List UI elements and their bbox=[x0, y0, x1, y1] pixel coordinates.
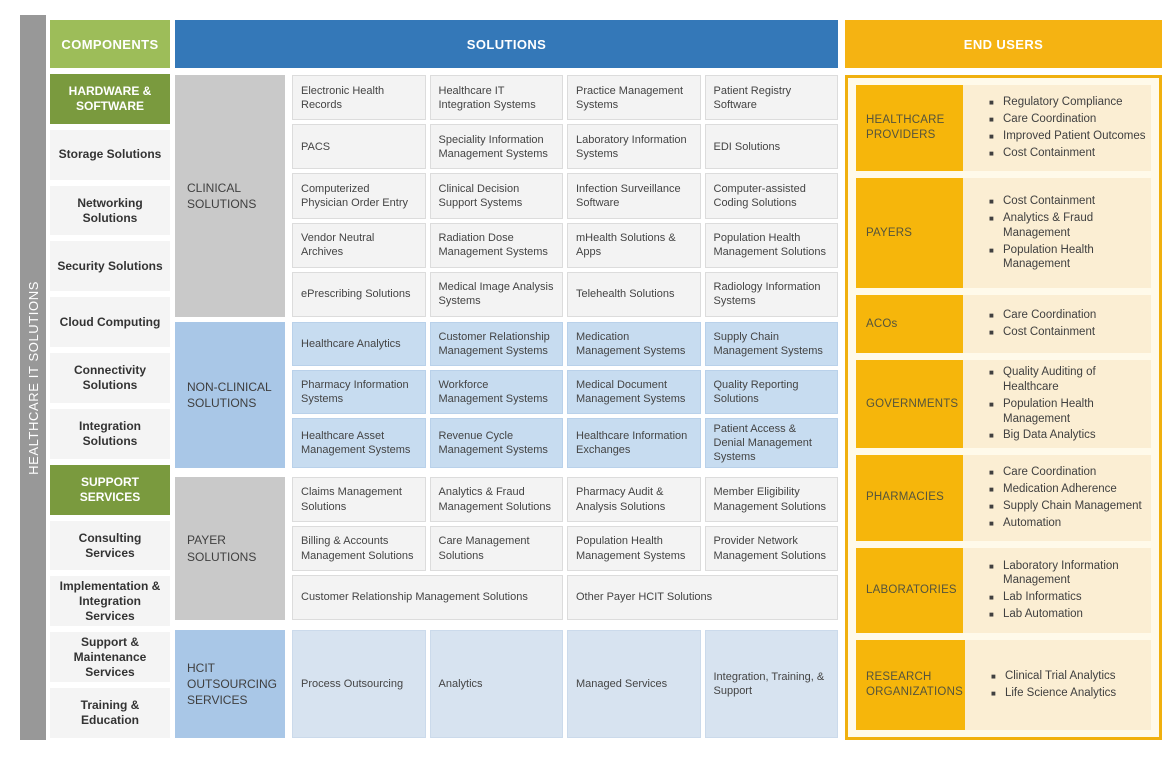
solution-cell-patient-registry-software: Patient Registry Software bbox=[705, 75, 839, 120]
solution-cell-care-management-solutions: Care Management Solutions bbox=[430, 526, 564, 571]
component-training-education: Training & Education bbox=[50, 688, 170, 738]
end-user-bullets bbox=[963, 455, 1151, 541]
end-user-label-research-organizations: RESEARCH ORGANIZATIONS bbox=[856, 640, 965, 730]
component-cloud-computing: Cloud Computing bbox=[50, 297, 170, 347]
square-bullet-icon: ■ bbox=[989, 196, 994, 206]
solution-cell-computer-assisted-coding-solutions: Computer-assisted Coding Solutions bbox=[705, 173, 839, 218]
solutions-row bbox=[292, 75, 838, 120]
component-hardware-software: HARDWARE & SOFTWARE bbox=[50, 74, 170, 124]
bullet-text: Supply Chain Management bbox=[1003, 499, 1142, 512]
bullet-text: Care Coordination bbox=[1003, 309, 1097, 322]
end-users-header: END USERS bbox=[845, 20, 1162, 68]
group-label-hcit-outsourcing-services: HCIT OUTSOURCING SERVICES bbox=[175, 630, 285, 738]
end-user-label-payers: PAYERS bbox=[856, 178, 963, 287]
solution-cell-medical-image-analysis-systems: Medical Image Analysis Systems bbox=[430, 272, 564, 317]
component-integration-solutions: Integration Solutions bbox=[50, 409, 170, 459]
group-rows bbox=[292, 630, 838, 738]
bullet-text: Cost Containment bbox=[1003, 326, 1096, 338]
square-bullet-icon: ■ bbox=[989, 610, 994, 620]
square-bullet-icon: ■ bbox=[990, 688, 996, 698]
vertical-title-bar bbox=[20, 15, 46, 740]
end-users-panel bbox=[845, 75, 1162, 740]
square-bullet-icon: ■ bbox=[989, 115, 994, 125]
component-storage-solutions: Storage Solutions bbox=[50, 130, 170, 180]
square-bullet-icon: ■ bbox=[989, 98, 994, 108]
solution-cell-electronic-health-records: Electronic Health Records bbox=[292, 75, 426, 120]
component-support-maintenance-services: Support & Maintenance Services bbox=[50, 632, 170, 682]
end-user-row-governments bbox=[856, 360, 1151, 447]
solution-cell-laboratory-information-systems: Laboratory Information Systems bbox=[567, 124, 701, 169]
end-user-bullets bbox=[963, 85, 1151, 171]
square-bullet-icon: ■ bbox=[989, 518, 994, 528]
solution-cell-healthcare-it-integration-systems: Healthcare IT Integration Systems bbox=[430, 75, 564, 120]
solution-cell-practice-management-systems: Practice Management Systems bbox=[567, 75, 701, 120]
bullet-text: Quality Auditing of Healthcare bbox=[1003, 365, 1096, 393]
bullet-item-big-data-analytics bbox=[989, 428, 1147, 443]
bullet-text: Care Coordination bbox=[1003, 466, 1097, 479]
solution-cell-medical-document-management-systems: Medical Document Management Systems bbox=[567, 370, 701, 414]
solution-cell-healthcare-asset-management-systems: Healthcare Asset Management Systems bbox=[292, 418, 426, 468]
component-consulting-services: Consulting Services bbox=[50, 521, 170, 571]
solution-cell-radiology-information-systems: Radiology Information Systems bbox=[705, 272, 839, 317]
end-user-label-pharmacies: PHARMACIES bbox=[856, 455, 963, 541]
end-user-label-acos: ACOs bbox=[856, 295, 963, 354]
bullet-text: Clinical Trial Analytics bbox=[1004, 669, 1116, 682]
solution-cell-population-health-management-systems: Population Health Management Systems bbox=[567, 526, 701, 571]
bullet-text: Big Data Analytics bbox=[1003, 429, 1096, 442]
square-bullet-icon: ■ bbox=[989, 468, 994, 478]
solution-cell-eprescribing-solutions: ePrescribing Solutions bbox=[292, 272, 426, 317]
square-bullet-icon: ■ bbox=[989, 501, 994, 511]
group-rows bbox=[292, 322, 838, 468]
bullet-text: Cost Containment bbox=[1003, 147, 1096, 160]
bullet-item-quality-auditing-of-healthcare bbox=[989, 365, 1147, 395]
bullet-item-improved-patient-outcomes bbox=[989, 129, 1147, 144]
solution-cell-pharmacy-information-systems: Pharmacy Information Systems bbox=[292, 370, 426, 414]
bullet-item-care-coordination bbox=[989, 112, 1147, 127]
solution-cell-pacs: PACS bbox=[292, 124, 426, 169]
components-header: COMPONENTS bbox=[50, 20, 170, 68]
bullet-item-automation bbox=[989, 516, 1147, 531]
component-security-solutions: Security Solutions bbox=[50, 241, 170, 291]
solution-cell-provider-network-management-solutions: Provider Network Management Solutions bbox=[705, 526, 839, 571]
bullet-text: Cost Containment bbox=[1003, 194, 1096, 207]
bullet-item-lab-informatics bbox=[989, 590, 1147, 605]
end-user-row-acos bbox=[856, 295, 1151, 354]
solution-cell-edi-solutions: EDI Solutions bbox=[705, 124, 839, 169]
end-user-row-pharmacies bbox=[856, 455, 1151, 541]
component-connectivity-solutions: Connectivity Solutions bbox=[50, 353, 170, 403]
end-user-row-research-organizations bbox=[856, 640, 1151, 730]
solution-cell-pharmacy-audit-analysis-solutions: Pharmacy Audit & Analysis Solutions bbox=[567, 477, 701, 522]
solution-cell-revenue-cycle-management-systems: Revenue Cycle Management Systems bbox=[430, 418, 564, 468]
solutions-row bbox=[292, 272, 838, 317]
solution-cell-medication-management-systems: Medication Management Systems bbox=[567, 322, 701, 366]
bullet-item-supply-chain-management bbox=[989, 499, 1147, 514]
vertical-title: HEALTHCARE IT SOLUTIONS bbox=[25, 280, 41, 475]
bullet-item-lab-automation bbox=[989, 607, 1147, 622]
component-networking-solutions: Networking Solutions bbox=[50, 186, 170, 236]
end-user-row-laboratories bbox=[856, 548, 1151, 632]
square-bullet-icon: ■ bbox=[989, 132, 994, 142]
solutions-row bbox=[292, 477, 838, 522]
bullet-item-care-coordination bbox=[989, 465, 1147, 480]
bullet-item-care-coordination bbox=[989, 308, 1147, 323]
solution-cell-customer-relationship-management-systems: Customer Relationship Management Systems bbox=[430, 322, 564, 366]
bullet-text: Lab Informatics bbox=[1003, 591, 1082, 604]
solutions-header: SOLUTIONS bbox=[175, 20, 838, 68]
bullet-text: Population Health Management bbox=[1003, 243, 1094, 271]
bullet-item-population-health-management bbox=[989, 243, 1147, 273]
group-label-non-clinical-solutions: NON-CLINICAL SOLUTIONS bbox=[175, 322, 285, 468]
end-user-bullets bbox=[963, 360, 1151, 447]
solutions-group-payer-solutions bbox=[175, 477, 838, 620]
square-bullet-icon: ■ bbox=[989, 245, 994, 255]
end-user-bullets bbox=[963, 178, 1151, 287]
solution-cell-integration-training-support: Integration, Training, & Support bbox=[705, 630, 839, 738]
bullet-item-cost-containment bbox=[989, 194, 1147, 209]
solution-cell-healthcare-analytics: Healthcare Analytics bbox=[292, 322, 426, 366]
solutions-row bbox=[292, 370, 838, 414]
solution-cell-analytics-fraud-management-solutions: Analytics & Fraud Management Solutions bbox=[430, 477, 564, 522]
square-bullet-icon: ■ bbox=[989, 328, 994, 337]
group-rows bbox=[292, 75, 838, 317]
end-user-row-payers bbox=[856, 178, 1151, 287]
bullet-text: Automation bbox=[1003, 516, 1062, 529]
solution-cell-managed-services: Managed Services bbox=[567, 630, 701, 738]
solution-cell-analytics: Analytics bbox=[430, 630, 564, 738]
end-user-bullets bbox=[965, 640, 1151, 730]
solutions-group-clinical-solutions bbox=[175, 75, 838, 317]
group-label-clinical-solutions: CLINICAL SOLUTIONS bbox=[175, 75, 285, 317]
end-user-label-laboratories: LABORATORIES bbox=[856, 548, 963, 632]
bullet-text: Life Science Analytics bbox=[1004, 686, 1117, 699]
solutions-row bbox=[292, 223, 838, 268]
solution-cell-supply-chain-management-systems: Supply Chain Management Systems bbox=[705, 322, 839, 366]
bullet-item-clinical-trial-analytics bbox=[991, 669, 1147, 684]
solution-cell-healthcare-information-exchanges: Healthcare Information Exchanges bbox=[567, 418, 701, 468]
group-rows bbox=[292, 477, 838, 620]
solution-cell-clinical-decision-support-systems: Clinical Decision Support Systems bbox=[430, 173, 564, 218]
solution-cell-speciality-information-management-systems: Speciality Information Management Systems bbox=[430, 124, 564, 169]
solution-cell-customer-relationship-management-solutions: Customer Relationship Management Solutions bbox=[292, 575, 563, 620]
solution-cell-workforce-management-systems: Workforce Management Systems bbox=[430, 370, 564, 414]
bullet-item-life-science-analytics bbox=[991, 686, 1147, 701]
solution-cell-member-eligibility-management-solutions: Member Eligibility Management Solutions bbox=[705, 477, 839, 522]
solution-cell-vendor-neutral-archives: Vendor Neutral Archives bbox=[292, 223, 426, 268]
bullet-text: Laboratory Information Management bbox=[1003, 559, 1119, 587]
end-user-bullets bbox=[963, 548, 1151, 632]
solutions-row bbox=[292, 322, 838, 366]
end-user-label-healthcare-providers: HEALTHCARE PROVIDERS bbox=[856, 85, 963, 171]
square-bullet-icon: ■ bbox=[989, 213, 994, 223]
end-user-bullets bbox=[963, 295, 1151, 354]
bullet-item-analytics-fraud-management bbox=[989, 211, 1147, 241]
solutions-row bbox=[292, 418, 838, 468]
square-bullet-icon: ■ bbox=[989, 561, 994, 571]
square-bullet-icon: ■ bbox=[989, 485, 994, 494]
square-bullet-icon: ■ bbox=[989, 311, 994, 321]
components-column bbox=[50, 74, 170, 738]
solution-cell-billing-accounts-management-solutions: Billing & Accounts Management Solutions bbox=[292, 526, 426, 571]
solution-cell-population-health-management-solutions: Population Health Management Solutions bbox=[705, 223, 839, 268]
group-label-payer-solutions: PAYER SOLUTIONS bbox=[175, 477, 285, 620]
solutions-row bbox=[292, 124, 838, 169]
component-support-services: SUPPORT SERVICES bbox=[50, 465, 170, 515]
bullet-text: Lab Automation bbox=[1003, 608, 1083, 621]
solutions-group-non-clinical-solutions bbox=[175, 322, 838, 468]
solutions-row bbox=[292, 173, 838, 218]
solution-cell-other-payer-hcit-solutions: Other Payer HCIT Solutions bbox=[567, 575, 838, 620]
component-implementation-integration-services: Implementation & Integration Services bbox=[50, 576, 170, 626]
end-user-row-healthcare-providers bbox=[856, 85, 1151, 171]
bullet-item-regulatory-compliance bbox=[989, 95, 1147, 110]
solution-cell-infection-surveillance-software: Infection Surveillance Software bbox=[567, 173, 701, 218]
solution-cell-patient-access-denial-management-systems: Patient Access & Denial Management Systems bbox=[705, 418, 839, 468]
bullet-item-cost-containment bbox=[989, 325, 1147, 340]
bullet-item-population-health-management bbox=[989, 397, 1147, 427]
square-bullet-icon: ■ bbox=[989, 367, 994, 377]
solutions-row bbox=[292, 575, 838, 620]
square-bullet-icon: ■ bbox=[989, 593, 994, 603]
bullet-item-medication-adherence bbox=[989, 482, 1147, 497]
bullet-text: Medication Adherence bbox=[1003, 483, 1117, 495]
bullet-text: Care Coordination bbox=[1003, 113, 1097, 126]
bullet-item-laboratory-information-management bbox=[989, 559, 1147, 589]
square-bullet-icon: ■ bbox=[989, 149, 994, 159]
bullet-text: Improved Patient Outcomes bbox=[1003, 130, 1146, 143]
solution-cell-claims-management-solutions: Claims Management Solutions bbox=[292, 477, 426, 522]
end-user-label-governments: GOVERNMENTS bbox=[856, 360, 963, 447]
solution-cell-mhealth-solutions-apps: mHealth Solutions & Apps bbox=[567, 223, 701, 268]
solution-cell-telehealth-solutions: Telehealth Solutions bbox=[567, 272, 701, 317]
solution-cell-quality-reporting-solutions: Quality Reporting Solutions bbox=[705, 370, 839, 414]
square-bullet-icon: ■ bbox=[989, 431, 994, 441]
bullet-text: Analytics & Fraud Management bbox=[1003, 211, 1094, 239]
solutions-group-hcit-outsourcing-services bbox=[175, 630, 838, 738]
bullet-text: Population Health Management bbox=[1003, 397, 1094, 425]
bullet-item-cost-containment bbox=[989, 146, 1147, 161]
solutions-row bbox=[292, 526, 838, 571]
square-bullet-icon: ■ bbox=[990, 671, 996, 681]
bullet-text: Regulatory Compliance bbox=[1003, 96, 1123, 109]
solution-cell-process-outsourcing: Process Outsourcing bbox=[292, 630, 426, 738]
solutions-row bbox=[292, 630, 838, 738]
solution-cell-computerized-physician-order-entry: Computerized Physician Order Entry bbox=[292, 173, 426, 218]
square-bullet-icon: ■ bbox=[989, 399, 994, 409]
solution-cell-radiation-dose-management-systems: Radiation Dose Management Systems bbox=[430, 223, 564, 268]
